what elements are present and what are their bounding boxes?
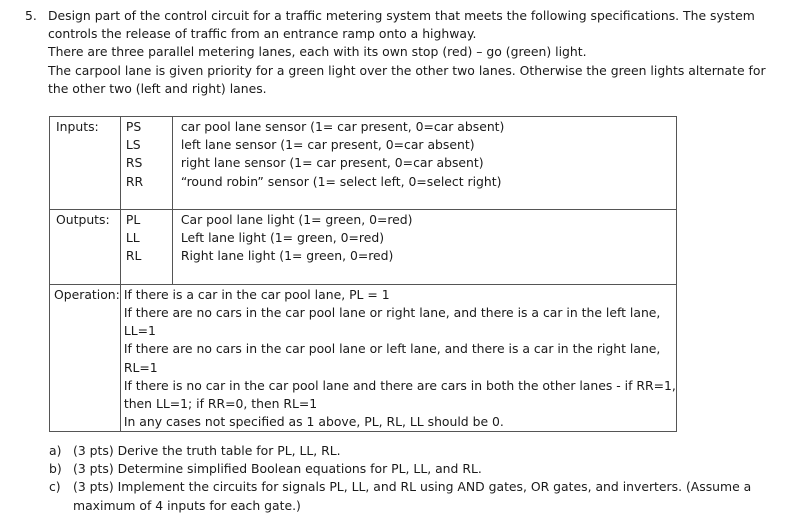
operation-line: If there are no cars in the car pool lane or left lane, and there is a car in the right lane, — [123, 341, 661, 357]
question-label: a) — [49, 443, 62, 458]
problem-intro — [48, 7, 783, 98]
question-item — [49, 478, 769, 496]
operation-line: If there are no cars in the car pool lane or right lane, and there is a car in the left lane, — [123, 304, 661, 320]
outputs-descriptions — [172, 209, 676, 284]
spacer — [126, 266, 172, 284]
inputs-row — [50, 117, 677, 210]
operation-row — [50, 284, 677, 432]
specification-table — [49, 116, 677, 432]
output-desc: Car pool lane light (1= green, 0=red) — [180, 211, 413, 227]
outputs-vars — [120, 209, 172, 284]
output-var: LL — [125, 230, 140, 246]
intro-line: Design part of the control circuit for a traffic metering system that meets the following specifications. The system — [48, 8, 755, 23]
input-var: RS — [125, 155, 143, 171]
intro-line: the other two (left and right) lanes. — [48, 80, 267, 96]
inputs-label: Inputs: — [50, 117, 121, 210]
input-var: PS — [125, 119, 142, 134]
outputs-label: Outputs: — [50, 209, 121, 284]
question-item — [49, 442, 769, 460]
intro-line: controls the release of traffic from an entrance ramp onto a highway. — [48, 26, 477, 42]
output-desc: Left lane light (1= green, 0=red) — [180, 230, 385, 246]
input-desc: car pool lane sensor (1= car present, 0=car absent) — [180, 119, 505, 134]
inputs-vars — [120, 117, 172, 210]
input-desc: left lane sensor (1= car present, 0=car absent) — [180, 137, 475, 153]
input-desc: “round robin” sensor (1= select left, 0=select right) — [180, 173, 502, 189]
operation-line: RL=1 — [123, 359, 158, 375]
input-var: LS — [125, 137, 141, 153]
question-text: (3 pts) Implement the circuits for signals PL, LL, and RL using AND gates, OR gates, and inverters. (Assume a — [73, 479, 752, 495]
question-text: (3 pts) Derive the truth table for PL, LL, RL. — [73, 443, 341, 458]
operation-line: LL=1 — [123, 323, 156, 339]
operation-label: Operation: — [50, 284, 121, 432]
output-desc: Right lane light (1= green, 0=red) — [180, 248, 394, 264]
input-desc: right lane sensor (1= car present, 0=car absent) — [180, 155, 484, 171]
problem-number: 5. — [25, 8, 37, 23]
outputs-row — [50, 209, 677, 284]
operation-line: In any cases not specified as 1 above, PL, RL, LL should be 0. — [123, 414, 504, 430]
question-label: b) — [49, 461, 62, 477]
operation-line: If there is no car in the car pool lane and there are cars in both the other lanes - if RR=1, — [123, 377, 676, 393]
spacer — [126, 191, 172, 209]
inputs-descriptions — [172, 117, 676, 210]
output-var: PL — [125, 211, 141, 227]
input-var: RR — [125, 173, 144, 189]
question-item — [49, 497, 769, 515]
intro-line: There are three parallel metering lanes, each with its own stop (red) – go (green) light. — [48, 44, 587, 60]
question-list — [49, 442, 769, 515]
question-item — [49, 460, 769, 478]
operation-line: If there is a car in the car pool lane, PL = 1 — [123, 286, 390, 302]
intro-line: The carpool lane is given priority for a green light over the other two lanes. Otherwise the green lights alternate for — [48, 62, 766, 78]
operation-rules — [120, 284, 676, 432]
question-text: maximum of 4 inputs for each gate.) — [73, 497, 301, 513]
question-text: (3 pts) Determine simplified Boolean equations for PL, LL, and RL. — [73, 461, 482, 477]
operation-line: then LL=1; if RR=0, then RL=1 — [123, 395, 318, 411]
question-label: c) — [49, 479, 61, 495]
output-var: RL — [125, 248, 142, 264]
